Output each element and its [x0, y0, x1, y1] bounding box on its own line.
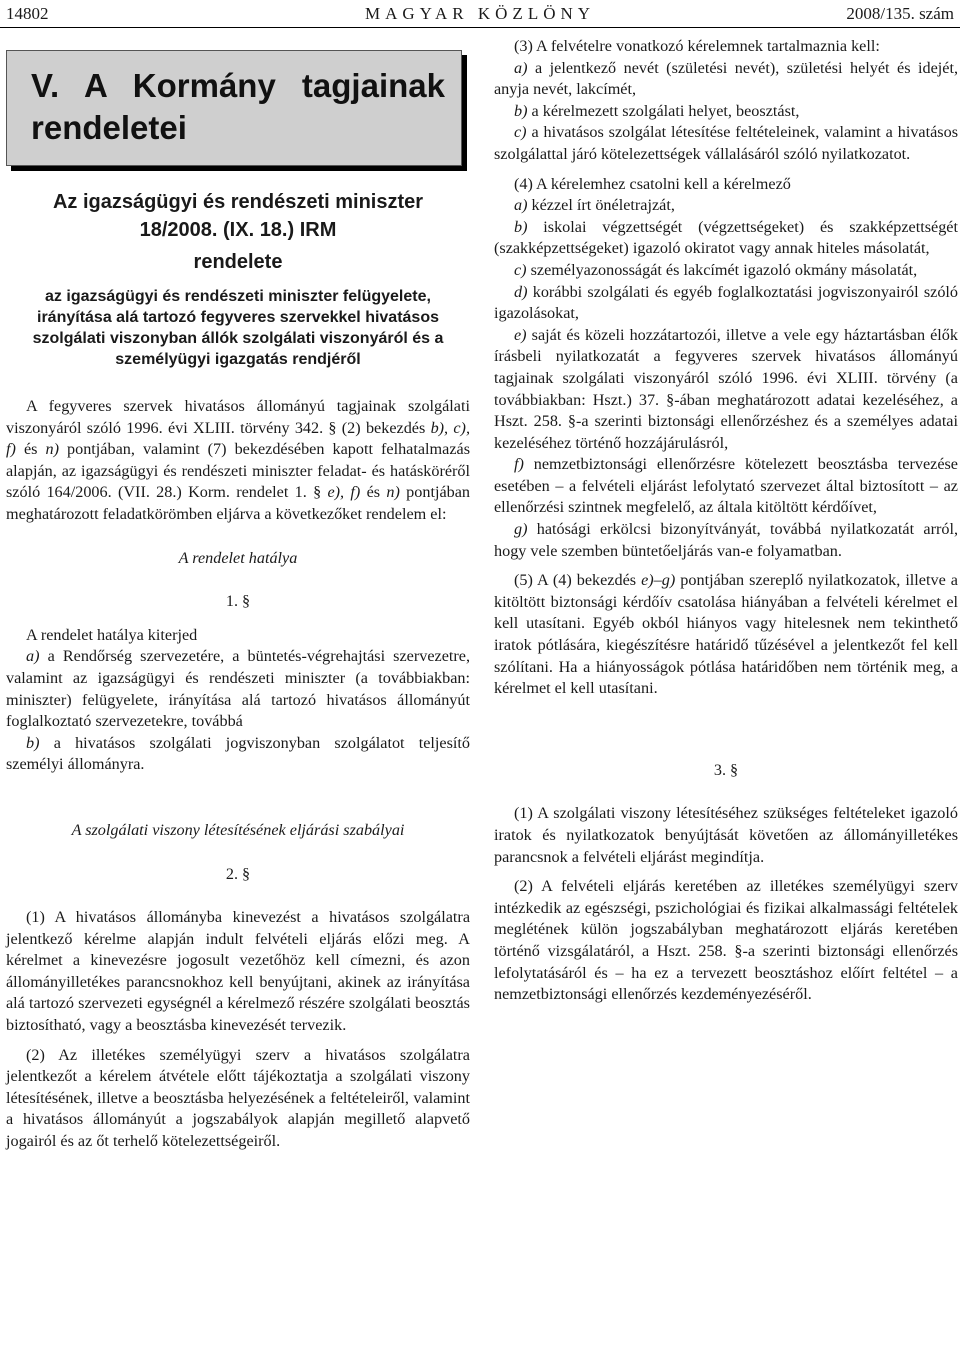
- section-3-paragraph-2: (2) A felvételi eljárás keretében az illetékes személyügyi szerv intézkedik az egészségi, pszichológiai és fizikai alkalmassági feltételek meglétének külön jogszabályban meghatározott eljárás keretében történő vizsgálatáról, a Hszt. 258. §-a szerinti biztonsági ellenőrzés lefolytatásáról és – ha ez a tervezett beosztáshoz előírt feltétel – a nemzetbiztonsági ellenőrzés kezdeményezéséről.: [494, 877, 958, 1004]
- p3-item-c: c) a hivatásos szolgálat létesítése feltételeinek, valamint a hivatásos szolgálattal járó kötelezettségek vállalásáról szóló nyilatkozatot.: [494, 123, 958, 163]
- section-2-paragraph-1: (1) A hivatásos állományba kinevezést a hivatásos szolgálatra jelentkező kérelme alapján indult felvételi eljárás előzi meg. A kérelmet a kinevezésre jogosult vezetőhöz kell címezni, és azon állományilletékes parancsnokhoz kell benyújtani, akinek az irányítása alá tartozó szervezeti egységnél a kérelmező részére szolgálati beosztás biztosítható, vagy a beosztásba kinevezését tervezik.: [6, 908, 470, 1035]
- p3-item-b: b) a kérelmezett szolgálati helyet, beosztást,: [514, 101, 800, 120]
- section-1-intro: A rendelet hatálya kiterjed: [26, 625, 198, 644]
- p3-item-a: a) a jelentkező nevét (születési nevét), születési helyét és idejét, anyja nevét, lakcímét,: [494, 58, 958, 99]
- header-divider: [0, 27, 960, 28]
- journal-title: MAGYAR KÖZLÖNY: [364, 4, 596, 23]
- p4-item-a: a) kézzel írt önéletrajzát,: [514, 196, 675, 215]
- right-column: [494, 36, 958, 1006]
- section-2-paragraph-3: (3) A felvételre vonatkozó kérelemnek tartalmaznia kell:: [514, 37, 880, 55]
- preamble-paragraph: A fegyveres szervek hivatásos állományú tagjainak szolgálati viszonyáról szóló 1996. évi XLIII. törvény 342. § (2) bekezdés b), c), f) és n) pontjában, valamint (7) bekezdésében kapott felhatalmazás alapján, az igazságügyi és rendészeti miniszter feladat- és hatásköréről szóló 164/2006. (VII. 28.) Korm. rendelet 1. § e), f) és n) pontjában meghatározott feladatkörömben eljárva a következőket rendelem el:: [6, 397, 471, 523]
- section-2-paragraph-2: (2) Az illetékes személyügyi szerv a hivatásos szolgálatra jelentkezőt a kérelem átvétele előtt tájékoztatja a szolgálati viszony létesítésének, illetve a beosztásba helyezésének a feltételeiről, valamint a hivatásos állományút a jogszabályok alapján megillető alapvető jogairól és az őt terhelő kötelezettségeiről.: [6, 1045, 470, 1151]
- section-title-box: [6, 50, 462, 166]
- heading-scope: A rendelet hatálya: [178, 548, 298, 567]
- p4-item-f: f) nemzetbiztonsági ellenőrzésre kötelezett beosztásba tervezése esetében – a felvételi eljárást lefolytató szervezet által biztosított – az ellenőrzési szintnek megfelelő, az általa kitöltött kérdőívet,: [494, 455, 958, 517]
- section-3-paragraph-1: (1) A szolgálati viszony létesítéséhez szükséges feltételeket igazoló iratok és nyilatkozatok benyújtását követően az állományilletékes parancsnok a felvételi eljárást megindítja.: [494, 804, 958, 866]
- page-number: 14802: [6, 4, 49, 23]
- page-header: [0, 0, 960, 28]
- section-3-number: 3. §: [713, 760, 739, 779]
- issue-number: 2008/135. szám: [846, 4, 954, 23]
- p4-item-d: d) korábbi szolgálati és egyéb foglalkoztatási jogviszonyairól szóló igazolásokat,: [494, 282, 958, 323]
- section-1-item-b: b) a hivatásos szolgálati jogviszonyban szolgálatot teljesítő személyi állományra.: [6, 733, 470, 774]
- p4-item-b: b) iskolai végzettségét (végzettségeket) és szakképzettségét (szakképzettségeket) igazoló okiratot vagy annak hiteles másolatát,: [494, 217, 958, 258]
- p4-item-g: g) hatósági erkölcsi bizonyítványát, továbbá nyilatkozatát arról, hogy vele szemben büntetőeljárás van-e folyamatban.: [494, 520, 958, 560]
- section-2-paragraph-5: (5) A (4) bekezdés e)–g) pontjában szereplő nyilatkozatok, illetve a kitöltött biztonsági kérdőív csatolása hiányában a felvételi kérelmet el kell utasítani. Egyéb okból hiányos vagy hitelesnek nem tekinthető iratok pótlására, kiegészítésre határidő tűzésével a jelentkezőt fel kell szólítani. Ha a hiányosságok pótlása határidőben nem történik meg, a kérelmet el kell utasítani.: [494, 571, 958, 698]
- section-2-paragraph-4: (4) A kérelemhez csatolni kell a kérelmező: [514, 174, 791, 193]
- section-title: V. A Kormány tagjainak rendeletei: [31, 67, 445, 146]
- decree-number: 18/2008. (IX. 18.) IRM: [139, 219, 337, 241]
- section-2-number: 2. §: [225, 864, 251, 883]
- heading-procedure: A szolgálati viszony létesítésének eljárási szabályai: [71, 820, 405, 839]
- left-column: [6, 36, 470, 1153]
- decree-word: rendelete: [193, 251, 283, 273]
- section-1-number: 1. §: [225, 592, 251, 611]
- decree-subject: az igazságügyi és rendészeti miniszter felügyelete, irányítása alá tartozó fegyveres szervekkel hivatásos szolgálati viszonyban állók szolgálati viszonyáról és a személyügyi igazgatás rendjéről: [32, 288, 444, 368]
- section-1-item-a: a) a Rendőrség szervezetére, a büntetés-végrehajtási szervezetre, valamint az igazságügyi és rendészeti miniszter (a továbbiakban: miniszter) felügyelete, irányítása alá tartozó hivatásos állományút foglalkoztató szervezetekre, továbbá: [6, 647, 470, 731]
- p4-item-c: c) személyazonosságát és lakcímét igazoló okmány másolatát,: [514, 260, 918, 279]
- decree-authority: Az igazságügyi és rendészeti miniszter: [52, 191, 424, 213]
- p4-item-e: e) saját és közeli hozzátartozói, illetve a vele egy háztartásban élők írásbeli nyilatkozatát a fegyveres szervek hivatásos állományú tagjainak szolgálati viszonyáról szóló 1996. évi XLIII. törvény (a továbbiakban: Hszt.) 37. §-ában meghatározott adatai kezeléséhez, a Hszt. 258. §-a szerinti biztonsági ellenőrzéshez és a személyes adatai kezeléséhez történő hozzájárulásról,: [494, 325, 958, 452]
